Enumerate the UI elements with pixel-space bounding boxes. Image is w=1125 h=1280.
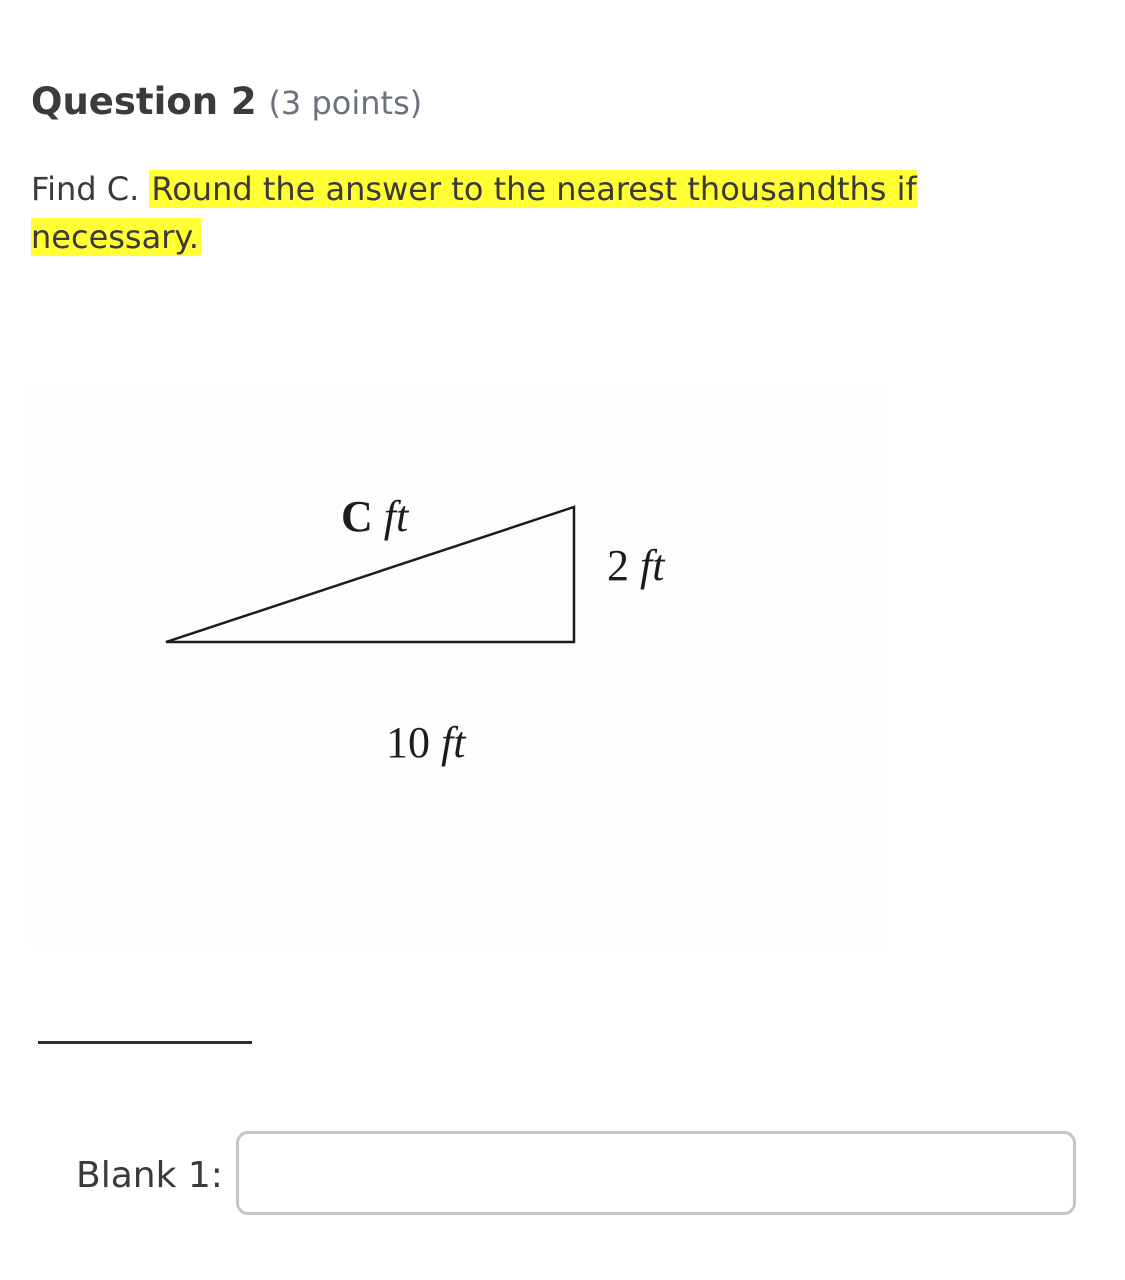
hypotenuse-unit: ft: [383, 492, 409, 541]
question-prompt-highlighted: Round the answer to the nearest thousandths if necessary.: [31, 170, 917, 256]
height-value: 2: [607, 541, 629, 590]
triangle-figure: [31, 385, 886, 950]
blank-1-input[interactable]: [236, 1131, 1076, 1215]
height-unit: ft: [640, 541, 665, 590]
blank-1-label: Blank 1:: [76, 1155, 223, 1196]
question-prompt-plain: Find C.: [31, 170, 150, 208]
hypotenuse-variable: C: [341, 492, 373, 541]
question-title: Question 2: [31, 80, 257, 123]
hypotenuse-label: [341, 492, 410, 541]
question-header: [31, 76, 422, 129]
height-label: [607, 541, 666, 590]
question-points: (3 points): [268, 84, 423, 122]
base-value: 10: [386, 718, 430, 767]
base-label: [386, 718, 467, 767]
question-prompt: [31, 165, 991, 261]
triangle-diagram: [31, 385, 886, 950]
answer-divider: [38, 1041, 252, 1044]
base-unit: ft: [441, 718, 466, 767]
